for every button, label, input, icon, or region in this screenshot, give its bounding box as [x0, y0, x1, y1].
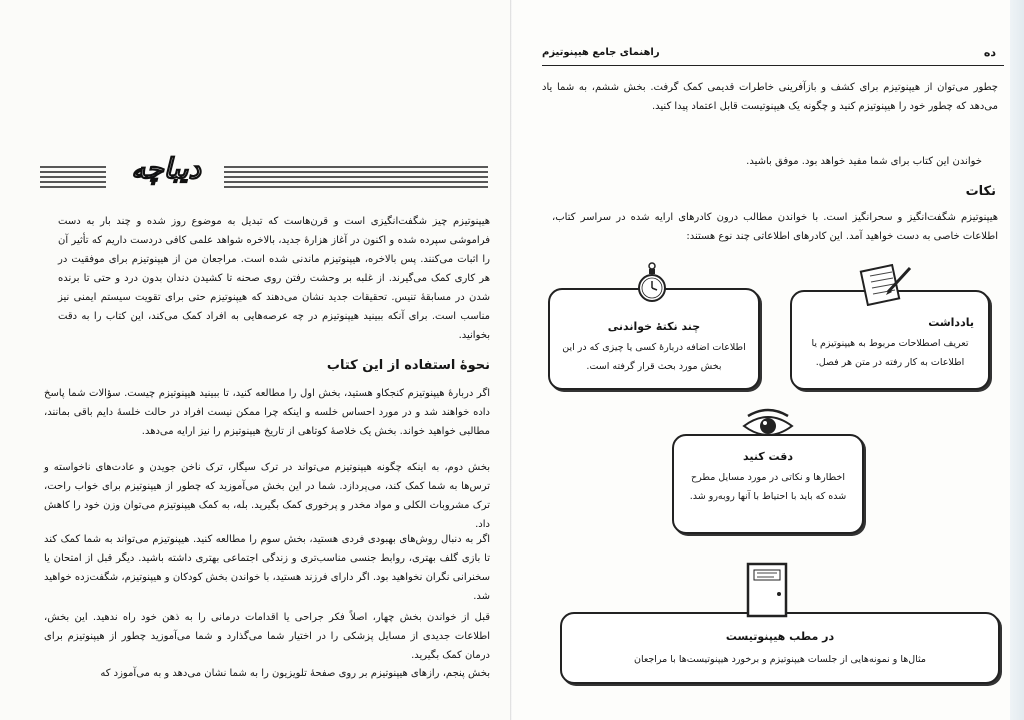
office-door-icon: [744, 562, 790, 622]
pocket-watch-icon: [636, 262, 668, 310]
hypnotist-office-text: مثال‌ها و نمونه‌هایی از جلسات هیپنوتیزم و برخورد هیپنوتیست‌ها با مراجعان: [633, 654, 927, 665]
notes-heading: نکات: [965, 184, 996, 199]
caution-box-text: اخطارها و نکاتی در مورد مسایل مطرح شده که باید با احتیاط با آنها روبه‌رو شد.: [689, 472, 847, 502]
title-banner: [40, 152, 488, 192]
notepad-pen-icon: [858, 262, 914, 310]
paragraph-part-1: اگر دربارهٔ هیپنوتیزم کنجکاو هستید، بخش اول را مطالعه کنید، تا ببینید هیپنوتیزم چیست. سؤالات شما پاسخ داده خواهند شد و در مورد احساس خلسه و اینکه چرا ممکن نیست افراد در حالت خلسهٔ دایم باقی بمانند، مطالبی خواهید خواند. بخش یک خلاصهٔ کوتاهی از تاریخ هیپنوتیزم را نیز ارایه می‌دهد.: [44, 388, 490, 437]
closing-line: خواندن این کتاب برای شما مفید خواهد بود. موفق باشید.: [746, 156, 982, 167]
section-heading: نحوهٔ استفاده از این کتاب: [326, 358, 490, 373]
intro-paragraph: هیپنوتیزم چیز شگفت‌انگیزی است و قرن‌هاست که تبدیل به موضوع روز شده و چند بار به دست فراموشی سپرده شده و اکنون در آغاز هزارهٔ جدید، بالاخره شواهد علمی کافی دردست داریم که تأثیر آن را اثبات می‌کنند. پس بالاخره، هیپنوتیزم ماندنی شده است. مراجعان من از هیپنوتیزم برای موفقیت در هر کاری کمک می‌گیرند. از غلبه بر وحشت رفتن روی صحنه تا کشیدن دندان بدون درد و حتی تا برنده شدن در مسابقهٔ تنیس. تحقیقات جدید نشان می‌دهند که هیپنوتیزم حتی برای تقویت سیستم ایمنی نیز مناسب است. برای آنکه ببینید هیپنوتیزم در چه عرصه‌هایی به افراد کمک می‌کند، این کتاب را به دقت بخوانید.: [58, 216, 490, 341]
reading-tips-title: چند نکتهٔ خواندنی: [607, 320, 701, 333]
hypnotist-office-box: [560, 612, 1000, 684]
note-box-text: تعریف اصطلاحات مربوط به هیپنوتیزم یا اطلاعات به کار رفته در متن هر فصل.: [811, 338, 969, 368]
running-title: راهنمای جامع هیپنوتیزم: [542, 47, 660, 58]
title-banner-lines: [40, 158, 488, 192]
chapter-title: دیباچه: [131, 152, 201, 185]
running-header: [542, 47, 1004, 66]
paragraph-part-3: اگر به دنبال روش‌های بهبودی فردی هستید، بخش سوم را مطالعه کنید. هیپنوتیزم می‌تواند به شما کمک کند تا بازی گلف بهتری، روابط جنسی مناسب‌تری و زندگی اجتماعی بهتری داشته باشید. دیگر قبل از امتحان یا سخنرانی نگران نخواهید بود. اگر دارای فرزند هستید، با خواندن بخش کودکان و هیپنوتیزم، شگفت‌زده خواهید شد.: [44, 534, 490, 602]
caution-box-title: دقت کنید: [742, 450, 794, 463]
hypnotist-office-title: در مطب هیپنوتیست: [725, 630, 835, 643]
eye-icon: [740, 408, 796, 448]
caution-box: [672, 434, 864, 534]
page-edge: [1010, 0, 1024, 720]
note-box-title: یادداشت: [928, 316, 974, 329]
paragraph-part-2: بخش دوم، به اینکه چگونه هیپنوتیزم می‌تواند در ترک سیگار، ترک ناخن جویدن و عادت‌های ناخواسته و ترس‌ها به شما کمک کند، می‌پردازد. شما در این بخش می‌آموزید که چطور از هیپنوتیزم برای خواب راحت، ترک مشروبات الکلی و مواد مخدر و پرخوری کمک بگیرید. بله، به کمک هیپنوتیزم می‌توان وزن خود را کاهش داد.: [44, 462, 490, 530]
page-number: ده: [983, 46, 996, 59]
notes-paragraph: هیپنوتیزم شگفت‌انگیز و سحرانگیز است. با خواندن مطالب درون کادرهای ارایه شده در سراسر کتاب، اطلاعات خاصی به دست خواهید آمد. این کادرهای اطلاعاتی چند نوع هستند:: [552, 212, 998, 242]
reading-tips-text: اطلاعات اضافه دربارهٔ کسی یا چیزی که در این بخش مورد بحث قرار گرفته است.: [562, 342, 746, 372]
paragraph-part-5: بخش پنجم، رازهای هیپنوتیزم بر روی صفحهٔ تلویزیون را به شما نشان می‌دهد و به می‌آموزد که: [100, 668, 490, 679]
continuation-paragraph: چطور می‌توان از هیپنوتیزم برای کشف و بازآفرینی خاطرات قدیمی کمک گرفت. بخش ششم، به شما یاد می‌دهد که چطور خود را هیپنوتیزم کنید و چگونه یک هیپنوتیست قابل اعتماد پیدا کنید.: [542, 82, 998, 112]
paragraph-part-4: قبل از خواندن بخش چهار، اصلاً فکر جراحی یا اقدامات درمانی را به ذهن خود راه ندهید. این بخش، اطلاعات جدیدی از مسایل پزشکی را در اختیار شما می‌گذارد و شما می‌آموزید چطور از هیپنوتیزم برای درمان کمک بگیرید.: [44, 612, 490, 661]
